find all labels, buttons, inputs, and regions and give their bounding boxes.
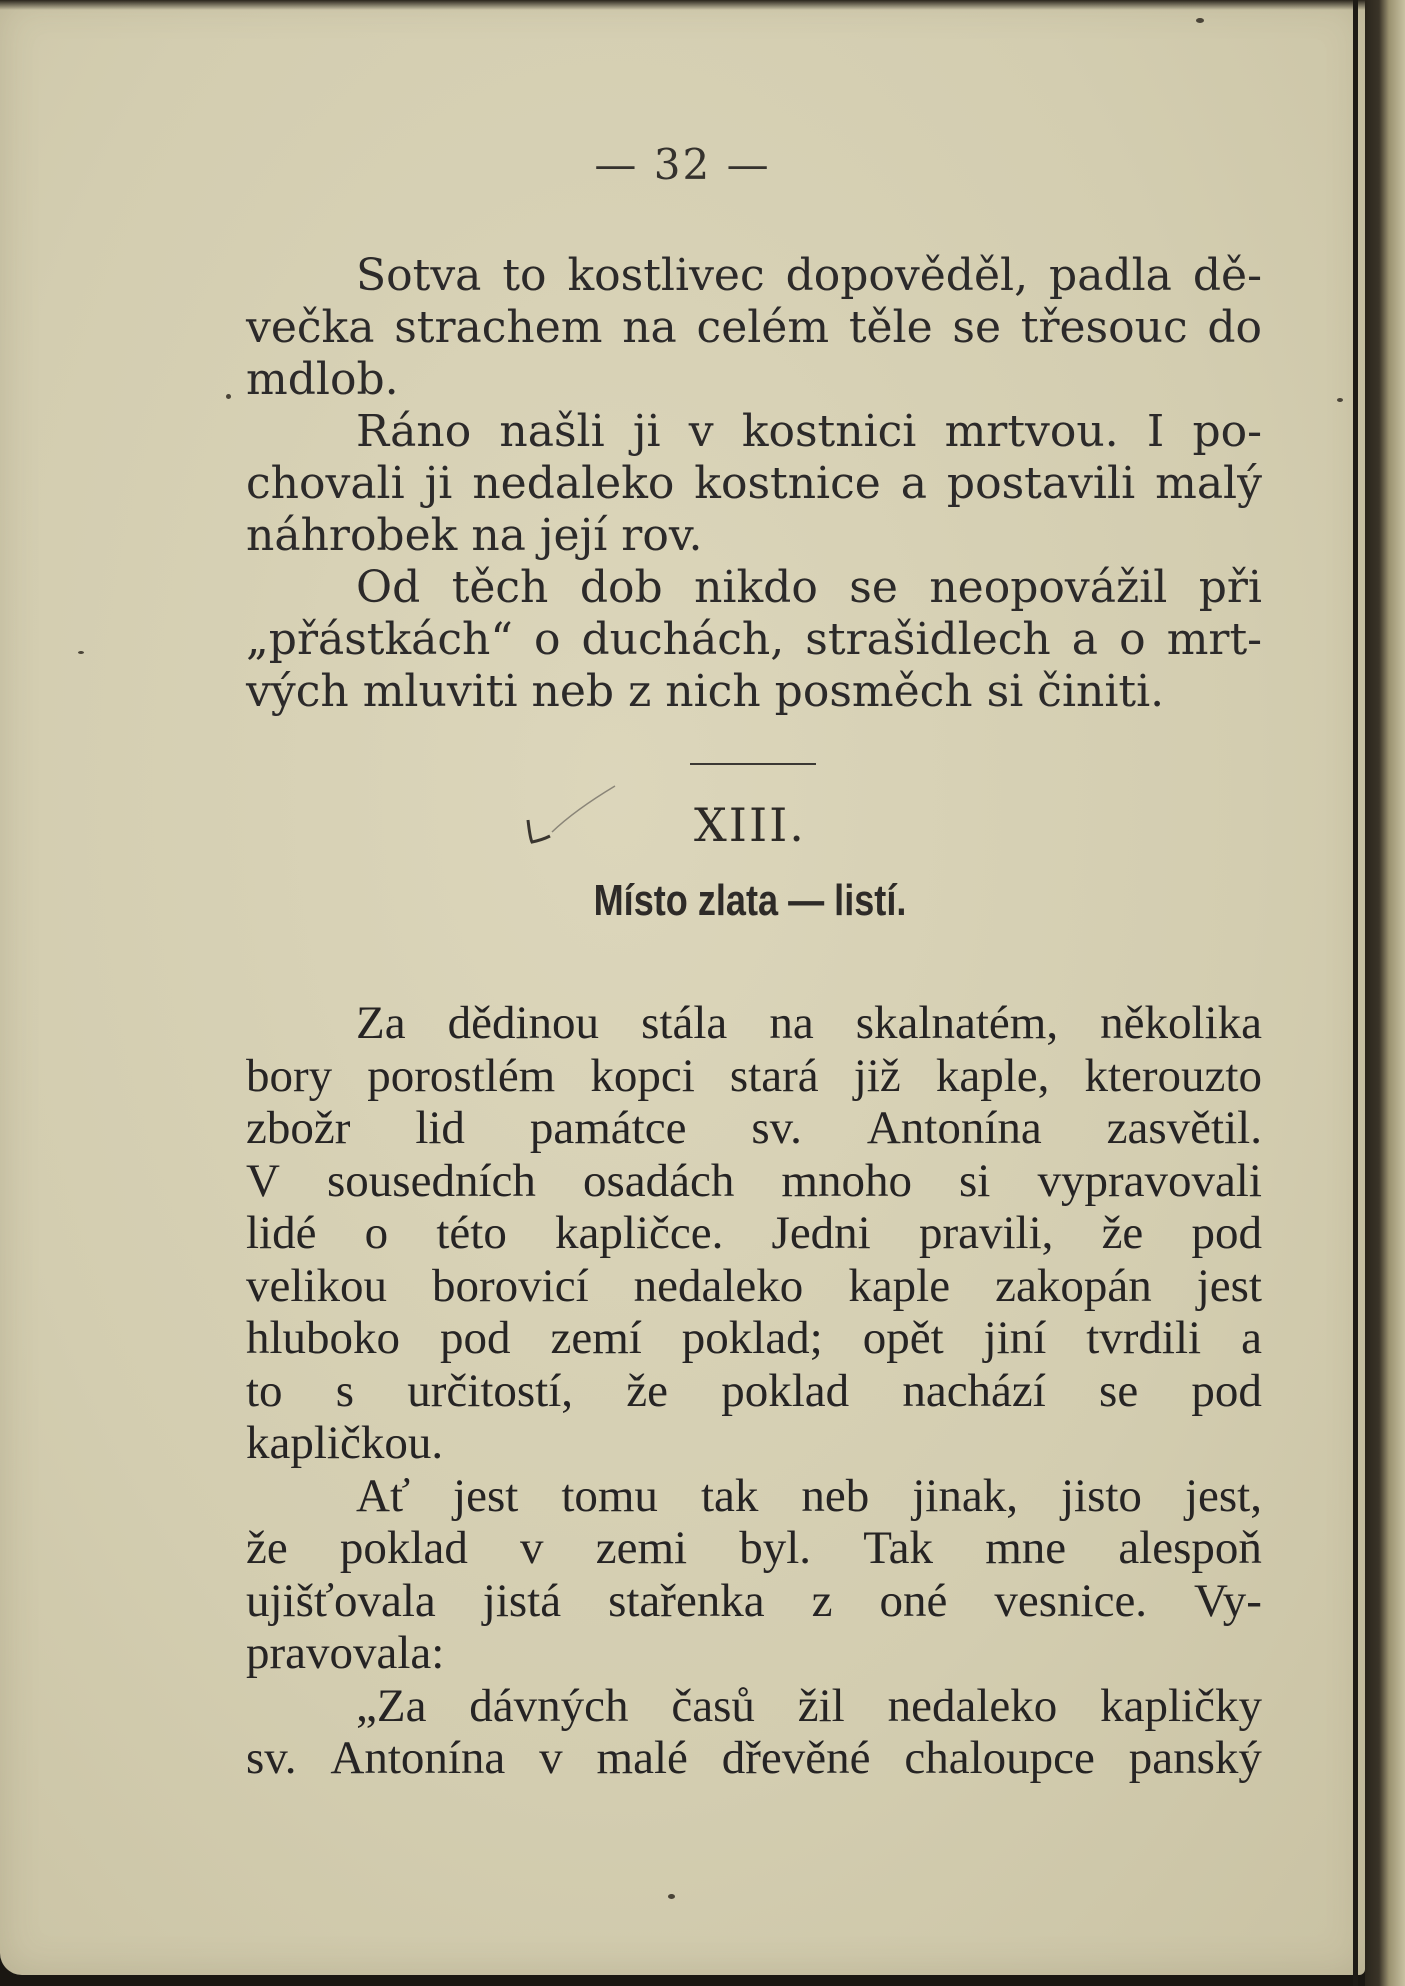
word: nikdo [694, 562, 818, 613]
word: o [533, 614, 561, 665]
word: našli [499, 406, 605, 457]
word: na [622, 302, 677, 353]
word: hluboko [246, 1312, 401, 1364]
word: zakopán [995, 1259, 1152, 1312]
word: pod [1191, 1364, 1262, 1417]
word: to [246, 1364, 283, 1417]
word: mluviti [362, 666, 518, 717]
text-line [246, 1102, 1262, 1155]
word: nedaleko [887, 1679, 1058, 1732]
word: z [628, 666, 652, 717]
word: již [853, 1049, 901, 1102]
word: činiti. [1037, 666, 1165, 717]
word: jistá [482, 1574, 562, 1627]
word: vých [246, 666, 349, 717]
word: těch [451, 562, 549, 613]
text-line [246, 997, 1262, 1050]
text-line [246, 1050, 1262, 1103]
word: nich [665, 666, 761, 717]
word: zasvětil. [1106, 1102, 1262, 1154]
word: kopci [590, 1049, 695, 1102]
word: sv. [751, 1102, 802, 1154]
book-spine [1365, 0, 1405, 1986]
word: si [959, 1154, 991, 1207]
word: tomu [561, 1469, 658, 1522]
word: duchách, [581, 614, 785, 665]
word: na [471, 510, 526, 561]
word: dědinou [447, 997, 600, 1049]
section-1-text [246, 250, 1262, 718]
word: její [539, 510, 608, 561]
word: padla [1049, 250, 1172, 301]
word: určitostí, [407, 1364, 574, 1417]
word: Sotva [356, 250, 482, 301]
word: Vy- [1194, 1574, 1262, 1627]
word: si [986, 666, 1024, 717]
word: rov. [621, 510, 703, 561]
text-line [246, 1680, 1262, 1733]
word: Za [356, 997, 406, 1049]
text-line [246, 1627, 1262, 1680]
word: mrtvou. [944, 406, 1119, 457]
word: kostnici [741, 406, 917, 457]
word: malý [1155, 458, 1262, 509]
word: poklad; [681, 1312, 823, 1364]
word: náhrobek [246, 510, 458, 561]
text-line [246, 302, 1262, 354]
word: ujišťovala [246, 1574, 436, 1627]
word: Od [356, 562, 421, 613]
text-line [246, 614, 1262, 666]
word: dopověděl, [785, 250, 1029, 301]
word: lid [415, 1102, 465, 1154]
word: to [502, 250, 547, 301]
word: ji [424, 458, 453, 509]
word: těle [848, 302, 933, 353]
word: panský [1128, 1732, 1262, 1784]
word: opět [862, 1312, 944, 1364]
word: neopovážil [929, 562, 1168, 613]
word: poklad [339, 1522, 468, 1574]
text-line [246, 1260, 1262, 1313]
word: na [769, 997, 814, 1049]
word: zbožr [246, 1102, 351, 1154]
word: třesouc [1020, 302, 1188, 353]
word: dob [579, 562, 663, 613]
word: v [688, 406, 714, 457]
word: skalnatém, [855, 997, 1059, 1049]
word: z [811, 1574, 833, 1627]
word: „přástkách“ [246, 614, 513, 665]
word: oné [879, 1574, 948, 1627]
word: jest, [1184, 1469, 1262, 1522]
word: časů [671, 1679, 755, 1732]
page-top-edge [0, 0, 1365, 10]
word: chaloupce [904, 1732, 1095, 1784]
word: I [1146, 406, 1165, 457]
word: po- [1192, 406, 1262, 457]
word: strašidlech [805, 614, 1051, 665]
word: osadách [582, 1154, 735, 1207]
text-line [246, 1575, 1262, 1628]
word: jisto [1060, 1469, 1142, 1522]
word: o [1119, 614, 1146, 665]
word: této [436, 1207, 507, 1259]
text-line [246, 1522, 1262, 1575]
word: vypravovali [1037, 1154, 1262, 1207]
word: zemi [595, 1522, 688, 1574]
section-2-text [246, 997, 1262, 1785]
word: s [335, 1364, 355, 1417]
word: kostnice [694, 458, 881, 509]
word: V [246, 1154, 280, 1207]
word: se [952, 302, 1002, 353]
word: postavili [946, 458, 1136, 509]
word: mrt- [1166, 614, 1262, 665]
word: se [849, 562, 898, 613]
word: jiní [983, 1312, 1047, 1364]
word: kostlivec [567, 250, 765, 301]
word: porostlém [367, 1049, 556, 1102]
word: nedaleko [633, 1259, 804, 1312]
word: jest [1196, 1259, 1262, 1312]
word: že [246, 1522, 288, 1574]
word: sousedních [327, 1154, 536, 1207]
word: památce [529, 1102, 687, 1154]
word: pod [440, 1312, 511, 1364]
text-line [246, 666, 1262, 718]
word: chovali [246, 458, 405, 509]
word: pravili, [918, 1207, 1054, 1259]
text-line [246, 1312, 1262, 1365]
word: několika [1100, 997, 1262, 1049]
text-line [246, 1470, 1262, 1523]
text-line [246, 250, 1262, 302]
word: mdlob. [246, 354, 399, 405]
word: mnoho [781, 1154, 912, 1207]
word: Ať [356, 1469, 411, 1522]
word: borovicí [432, 1259, 589, 1312]
word: žil [797, 1679, 845, 1732]
word: Antonína [330, 1732, 506, 1784]
word: a [1071, 614, 1099, 665]
word: posměch [774, 666, 973, 717]
word: večka [246, 302, 375, 353]
word: mne [985, 1522, 1067, 1574]
word: že [626, 1364, 668, 1417]
word: tvrdili [1086, 1312, 1202, 1364]
word: kaple [848, 1259, 951, 1312]
section-divider-rule [690, 763, 816, 765]
text-line [246, 1207, 1262, 1260]
word: v [539, 1732, 563, 1784]
text-line [246, 406, 1262, 458]
word: bory [246, 1049, 333, 1102]
word: tak [700, 1469, 759, 1522]
word: nachází [902, 1364, 1046, 1417]
text-line [246, 510, 1262, 562]
text-line [246, 1732, 1262, 1785]
binding-edge [1353, 0, 1358, 1986]
word: alespoň [1118, 1522, 1262, 1574]
word: a [1241, 1312, 1262, 1364]
text-line [246, 1417, 1262, 1470]
word: ji [632, 406, 661, 457]
text-line [246, 562, 1262, 614]
word: Antonína [866, 1102, 1042, 1154]
word: kapličkou. [246, 1417, 444, 1469]
word: malé [596, 1732, 688, 1784]
word: poklad [721, 1364, 850, 1417]
word: celém [696, 302, 830, 353]
word: stála [641, 997, 728, 1049]
word: byl. [739, 1522, 812, 1574]
word: v [520, 1522, 544, 1574]
word: dřevěné [721, 1732, 871, 1784]
word: pravovala: [246, 1627, 445, 1679]
chapter-number: XIII. [694, 798, 806, 852]
word: o [364, 1207, 389, 1259]
word: Tak [863, 1522, 934, 1574]
word: kapličce. [555, 1207, 724, 1259]
word: dávných [469, 1679, 629, 1732]
word: do [1207, 302, 1262, 353]
text-line [246, 458, 1262, 510]
word: kaple, [935, 1049, 1050, 1102]
word: se [1099, 1364, 1139, 1417]
word: vesnice. [994, 1574, 1148, 1627]
word: Jedni [771, 1207, 871, 1259]
page-number: — 32 — [594, 140, 771, 189]
word: strachem [394, 302, 603, 353]
word: Ráno [356, 406, 472, 457]
word: jinak, [912, 1469, 1018, 1522]
word: „Za [356, 1679, 427, 1732]
word: zemí [550, 1312, 642, 1364]
text-line [246, 1155, 1262, 1208]
word: že [1101, 1207, 1144, 1259]
word: a [900, 458, 927, 509]
chapter-title: Místo zlata — listí. [593, 876, 907, 925]
word: stařenka [608, 1574, 765, 1627]
word: lidé [246, 1207, 317, 1259]
word: stará [729, 1049, 819, 1102]
word: kterouzto [1084, 1049, 1262, 1102]
word: nedaleko [472, 458, 675, 509]
word: kapličky [1100, 1679, 1262, 1732]
word: velikou [246, 1259, 387, 1312]
word: při [1198, 562, 1262, 613]
word: pod [1191, 1207, 1262, 1259]
word: neb [801, 1469, 870, 1522]
word: sv. [246, 1732, 297, 1784]
word: jest [453, 1469, 519, 1522]
text-line [246, 354, 1262, 406]
word: dě- [1192, 250, 1262, 301]
word: neb [531, 666, 615, 717]
text-line [246, 1365, 1262, 1418]
